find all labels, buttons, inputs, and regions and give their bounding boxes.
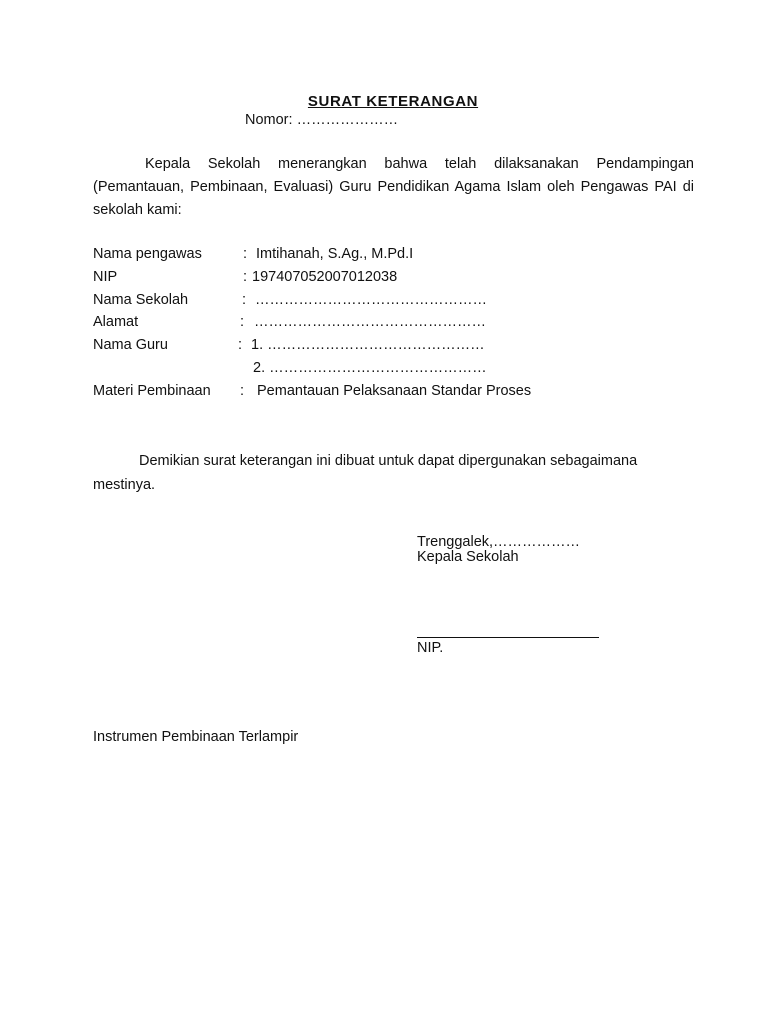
field-sep: : — [243, 246, 248, 262]
opening-paragraph: Kepala Sekolah menerangkan bahwa telah dilaksanakan Pendampingan (Pemantauan, Pembinaan, Evaluasi) Guru Pendidikan Agama Islam oleh Pengawas PAI di sekolah kami: — [93, 156, 694, 218]
place-date: Trenggalek,……………… — [417, 534, 581, 550]
field-value-nama-pengawas: Imtihanah, S.Ag., M.Pd.I — [256, 246, 414, 262]
signatory-nip: NIP. — [417, 640, 444, 656]
field-sep: : — [238, 337, 243, 353]
field-sep: : — [240, 314, 245, 330]
field-label-nip: NIP — [93, 269, 118, 285]
letter-number: Nomor: ………………… — [245, 112, 399, 128]
field-value-guru-1: 1. ……………………………………… — [251, 337, 485, 353]
field-value-nama-sekolah: ………………………………………… — [255, 292, 487, 308]
field-label-nama-pengawas: Nama pengawas — [93, 246, 202, 262]
field-label-nama-sekolah: Nama Sekolah — [93, 292, 189, 308]
letter-title: SURAT KETERANGAN — [307, 93, 479, 110]
field-value-guru-2: 2. ……………………………………… — [253, 360, 487, 376]
field-label-materi-pembinaan: Materi Pembinaan — [93, 383, 211, 399]
closing-paragraph: Demikian surat keterangan ini dibuat untuk dapat dipergunakan sebagaimana mestinya. — [93, 453, 638, 493]
field-value-materi-pembinaan: Pemantauan Pelaksanaan Standar Proses — [257, 383, 532, 399]
field-label-nama-guru: Nama Guru — [93, 337, 168, 353]
signatory-role: Kepala Sekolah — [417, 549, 519, 565]
field-sep: : — [243, 269, 248, 285]
field-label-alamat: Alamat — [93, 314, 139, 330]
field-sep: : — [242, 292, 247, 308]
field-value-alamat: ………………………………………… — [254, 314, 486, 330]
field-value-nip: 197407052007012038 — [252, 269, 398, 285]
attachment-note: Instrumen Pembinaan Terlampir — [93, 729, 299, 745]
field-sep: : — [240, 383, 245, 399]
signature-line — [417, 637, 599, 638]
